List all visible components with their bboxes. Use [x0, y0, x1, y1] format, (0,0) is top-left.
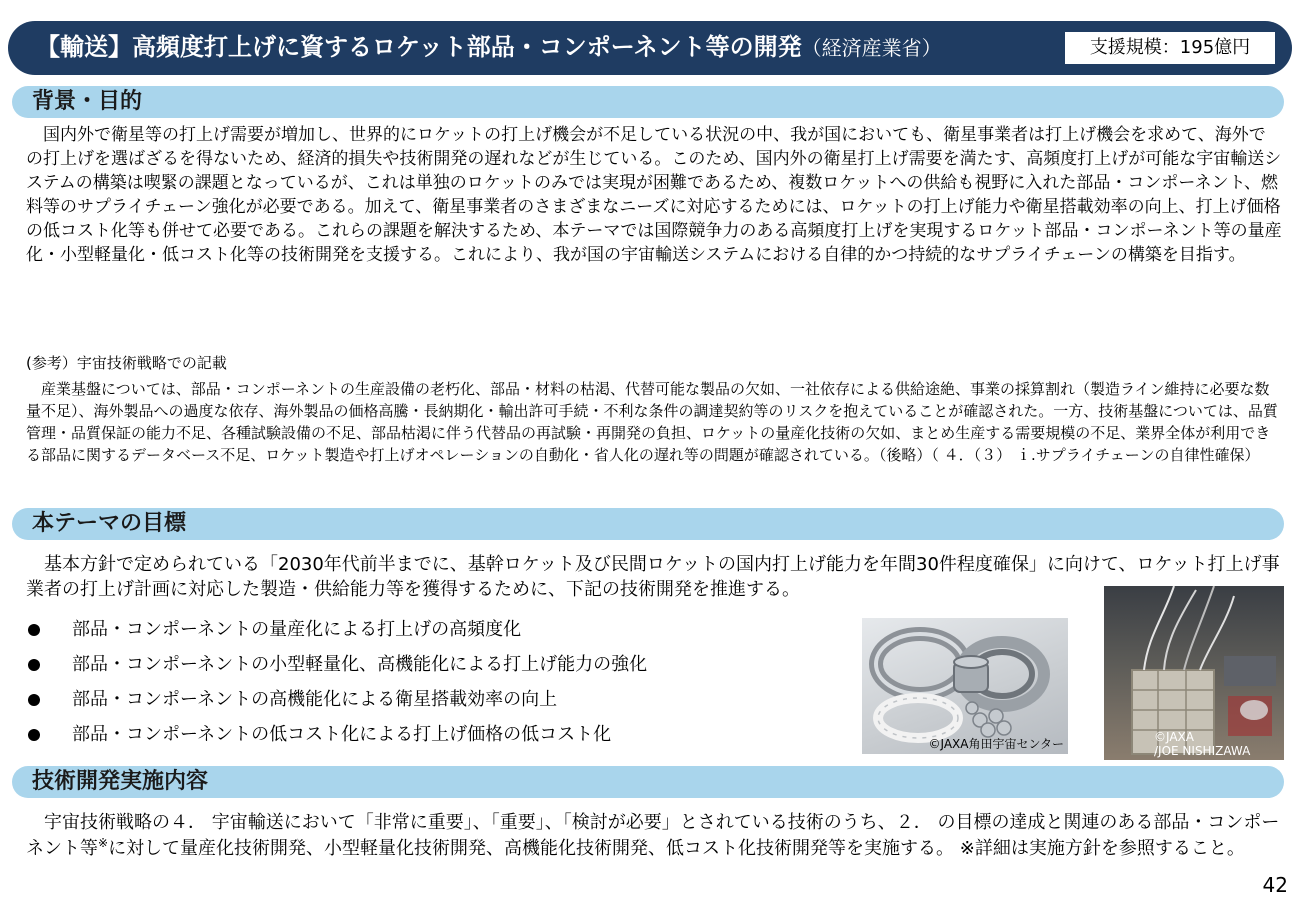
reference-label: (参考）宇宙技術戦略での記載 [26, 354, 227, 372]
bullet-text: 部品・コンポーネントの低コスト化による打上げ価格の低コスト化 [72, 724, 612, 745]
section-title-background: 背景・目的 [32, 89, 143, 114]
implementation-text-part1: 宇宙技術戦略の４． 宇宙輸送において「非常に重要」、「重要」、「検討が必要」とされている技術のうち、２． の目標の達成と関連のある部品・コンポーネント等 [26, 812, 1280, 859]
goals-bullet-list [26, 612, 647, 752]
footnote-mark: ※ [98, 836, 109, 850]
bullet-icon [28, 659, 40, 671]
section-title-implementation: 技術開発実施内容 [32, 769, 209, 794]
bullet-text: 部品・コンポーネントの高機能化による衛星搭載効率の向上 [72, 689, 558, 710]
list-item [26, 717, 647, 752]
list-item [26, 682, 647, 717]
section-title-goals: 本テーマの目標 [32, 511, 187, 536]
bullet-icon [28, 624, 40, 636]
section-header-background [12, 86, 1284, 118]
bullet-icon [28, 729, 40, 741]
reference-paragraph: 産業基盤については、部品・コンポーネントの生産設備の老朽化、部品・材料の枯渇、代替可能な製品の欠如、一社依存による供給途絶、事業の採算割れ（製造ライン維持に必要な数量不足）、海外製品への過度な依存、海外製品の価格高騰・長納期化・輸出許可手続・不利な条件の調達契約等のリスクを抱えていることが確認された。一方、技術基盤については、品質管理・品質保証の能力不足、各種試験設備の不足、部品枯渇に伴う代替品の再試験・再開発の負担、ロケットの量産化技術の欠如、まとめ生産する需要規模の不足、業界全体が利用できる部品に関するデータベース不足、ロケット製造や打上げオペレーションの自動化・省人化の遅れ等の問題が確認されている。（後略）（ ４．（３） ｉ.サプライチェーンの自律性確保） [26, 380, 1278, 464]
list-item [26, 647, 647, 682]
section-header-implementation [12, 766, 1284, 798]
implementation-paragraph [26, 810, 1290, 862]
title-bar [8, 21, 1292, 75]
background-paragraph: 国内外で衛星等の打上げ需要が増加し、世界的にロケットの打上げ機会が不足している状況の中、我が国においても、衛星事業者は打上げ機会を求めて、海外での打上げを選ばざるを得ないため、経済的損失や技術開発の遅れなどが生じている。このため、国内外の衛星打上げ需要を満たす、高頻度打上げが可能な宇宙輸送システムの構築は喫緊の課題となっているが、これは単独のロケットのみでは実現が困難であるため、複数ロケットへの供給も視野に入れた部品・コンポーネント、燃料等のサプライチェーン強化が必要である。加えて、衛星事業者のさまざまなニーズに対応するためには、ロケットの打上げ能力や衛星搭載効率の向上、打上げ価格の低コスト化等も併せて必要である。これらの課題を解決するため、本テーマでは国際競争力のある高頻度打上げを実現するロケット部品・コンポーネント等の量産化・小型軽量化・低コスト化等の技術開発を支援する。これにより、我が国の宇宙輸送システムにおける自律的かつ持続的なサプライチェーンの構築を目指す。 [26, 125, 1282, 265]
title-main: 【輸送】高頻度打上げに資するロケット部品・コンポーネント等の開発 [36, 33, 802, 61]
bullet-text: 部品・コンポーネントの量産化による打上げの高頻度化 [72, 619, 522, 640]
bearing-components-photo [862, 618, 1068, 754]
bullet-text: 部品・コンポーネントの小型軽量化、高機能化による打上げ能力の強化 [72, 654, 648, 675]
section-header-goals [12, 508, 1284, 540]
photo-credit-jaxa-kakuda: ©JAXA角田宇宙センター [928, 737, 1064, 751]
photo-credit-jaxa-nishizawa: ©JAXA /JOE NISHIZAWA [1154, 730, 1251, 758]
bullet-icon [28, 694, 40, 706]
list-item [26, 612, 647, 647]
page-number: 42 [1262, 873, 1288, 897]
bearing-illustration [862, 618, 1068, 754]
goals-paragraph: 基本方針で定められている「2030年代前半までに、基幹ロケット及び民間ロケットの国内打上げ能力を年間30件程度確保」に向けて、ロケット打上げ事業者の打上げ計画に対応した製造・供給能力等を獲得するために、下記の技術開発を推進する。 [26, 554, 1280, 600]
rocket-hardware-photo [1104, 586, 1284, 760]
page-title [36, 31, 942, 64]
title-ministry: （経済産業省） [801, 36, 942, 60]
budget-badge: 支援規模：195億円 [1064, 31, 1276, 65]
implementation-text-part2: に対して量産化技術開発、小型軽量化技術開発、高機能化技術開発、低コスト化技術開発等を実施する。 ※詳細は実施方針を参照すること。 [108, 838, 1245, 859]
